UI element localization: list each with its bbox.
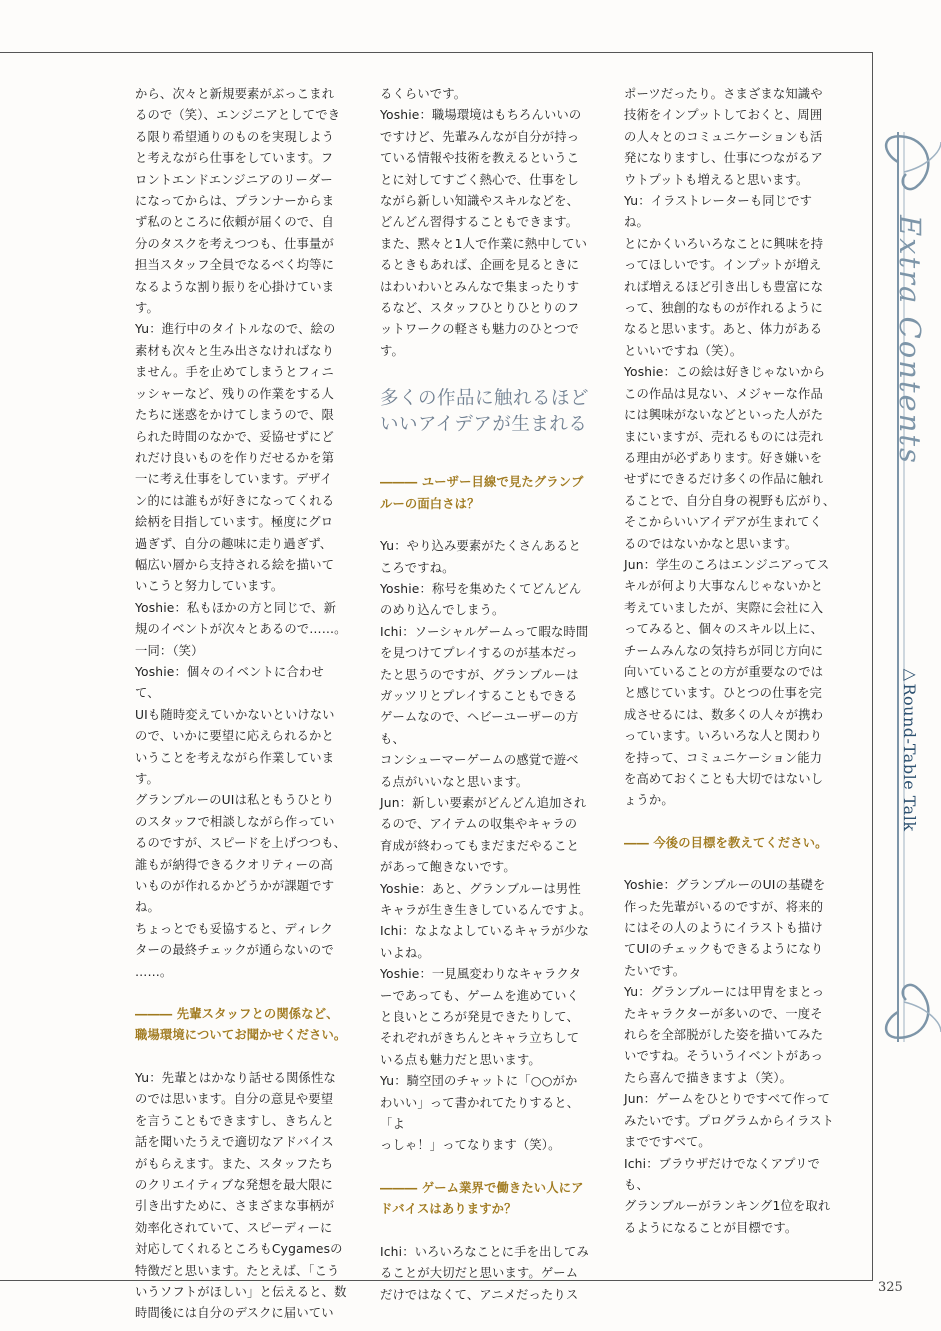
text-line: どんどん習得することもできます。	[380, 215, 579, 230]
text-line: コンシューマーゲームの感覚で遊べ	[380, 753, 579, 768]
text-line: 一に考え仕事をしています。デザイ	[135, 472, 333, 487]
text-line: たら喜んで描きますよ（笑）。	[624, 1070, 793, 1085]
text-line: ッシャーなど、残りの作業をする人	[135, 386, 334, 401]
text-line: といいですね（笑）。	[624, 343, 743, 358]
column-3-paragraph-a	[624, 84, 836, 812]
text-line: のめり込んでしまう。	[380, 603, 505, 618]
page-frame-right	[872, 52, 873, 1280]
text-line: Yoshie：グランブルーのUIの基礎を	[624, 878, 826, 893]
text-line: チームみんなの気持ちが同じ方向に	[624, 643, 824, 658]
column-2-paragraph-b	[380, 536, 592, 1157]
question-heading-advice: ――― ゲーム業界で働きたい人にアドバイスはありますか？	[380, 1180, 584, 1217]
text-line: いこうと努力しています。	[135, 579, 284, 594]
text-line: 向いていることの方が重要なのでは	[624, 664, 824, 679]
text-line: 規のイベントが次々とあるので……。	[135, 622, 347, 637]
text-line: のスタッフで相談しながら作ってい	[135, 814, 335, 829]
text-line: の人々とのコミュニケーションも活	[624, 129, 823, 144]
text-line: だけではなくて、アニメだったりス	[380, 1287, 579, 1302]
text-line: と考えながら仕事をしています。フ	[135, 151, 334, 166]
text-line: るのですが、スピードを上げつつも、	[135, 836, 347, 851]
column-3-paragraph-b	[624, 875, 836, 1239]
text-line: たと思うのですが、グランブルーは	[380, 667, 579, 682]
text-line: みたいです。プログラムからイラスト	[624, 1113, 835, 1128]
question-heading-senior-staff: ――― 先輩スタッフとの関係など、職場環境についてお聞かせください。	[135, 1007, 347, 1043]
text-line: 効率化されていて、スピーディーに	[135, 1220, 333, 1235]
text-line: を持って、コミュニケーション能力	[624, 750, 823, 765]
text-line: ウトプットも増えると思います。	[624, 172, 809, 187]
text-line: ゲームなので、ヘビーユーザーの方も、	[380, 710, 579, 746]
text-line: とに対してすごく熱心で、仕事をし	[380, 172, 579, 187]
text-line: Yoshie：あと、グランブルーは男性	[380, 881, 581, 896]
text-line: 育成が終わってもまだまだやること	[380, 838, 580, 853]
text-line: たちに迷惑をかけてしまうので、限	[135, 408, 334, 423]
text-line: Yoshie：称号を集めたくてどんどん	[380, 581, 582, 596]
text-line: って、独創的なものが作れるように	[624, 301, 823, 316]
text-line: る限り希望通りのものを実現しよう	[135, 129, 335, 144]
text-line: 考えていましたが、実際に会社に入	[624, 600, 824, 615]
text-line: わいい」って書かれてたりすると、「よ	[380, 1095, 580, 1132]
text-line: Yu：やり込み要素がたくさんあると	[380, 539, 581, 554]
text-line: るので（笑）、エンジニアとしてでき	[135, 108, 341, 123]
text-line: 特徴だと思います。たとえば、「こう	[135, 1263, 340, 1278]
text-column-2	[380, 84, 592, 1306]
text-line: 絵柄を目指しています。極度にグロ	[135, 515, 334, 530]
text-line: Yu：騎空団のチャットに「○○がか	[380, 1074, 578, 1089]
text-line: いですね。そういうイベントがあっ	[624, 1049, 824, 1064]
text-line: なるような割り振りを心掛けています。	[135, 279, 335, 316]
text-line: はわいわいとみんなで集まったりす	[380, 279, 580, 294]
text-line: Yoshie：個々のイベントに合わせて、	[135, 664, 324, 701]
column-1-paragraph-b	[135, 1068, 347, 1325]
text-line: ている情報や技術を教えるというこ	[380, 151, 580, 166]
text-line: Yu：進行中のタイトルなので、絵の	[135, 322, 336, 337]
text-line: グランブルーがランキング1位を取れ	[624, 1199, 831, 1214]
text-line: 一同：（笑）	[135, 643, 204, 658]
text-line: から、次々と新規要素がぶっこまれ	[135, 87, 335, 101]
text-line: っています。いろいろな人と関わり	[624, 729, 823, 744]
text-line: られた時間のなかで、妥協せずにど	[135, 429, 334, 444]
section-headline: 多くの作品に触れるほどいいアイデアが生まれる	[380, 388, 590, 436]
text-line: 対応してくれるところもCygamesの	[135, 1242, 343, 1257]
text-line: Yu：グランブルーには甲冑をまとっ	[624, 985, 825, 1000]
text-line: まにいますが、売れるものには売れ	[624, 429, 824, 444]
text-line: るなど、スタッフひとりひとりのフ	[380, 301, 580, 316]
text-line: Ichi：ソーシャルゲームって暇な時間	[380, 624, 589, 639]
text-line: 発になりますし、仕事につながるア	[624, 151, 823, 166]
text-line: っしゃ！」ってなります（笑）。	[380, 1138, 561, 1153]
text-line: Yu：イラストレーターも同じですね。	[624, 194, 813, 230]
text-line: 技術をインプットしておくと、周囲	[624, 108, 823, 123]
text-line: ポーツだったり。さまざまな知識や	[624, 87, 823, 101]
page-frame-top	[0, 52, 873, 53]
text-line: ょうか。	[624, 793, 674, 808]
text-line: Jun：学生のころはエンジニアってス	[624, 557, 830, 572]
text-line: ターの最終チェックが通らないので	[135, 943, 334, 958]
text-line: のでは思います。自分の意見や要望	[135, 1092, 334, 1107]
text-line: れば増えるほど引き出しも豊富にな	[624, 279, 824, 294]
question-heading-future-goals: ―― 今後の目標を教えてください。	[624, 835, 828, 850]
text-line: になってからは、プランナーからま	[135, 194, 335, 209]
text-line: てUIのチェックもできるようになり	[624, 942, 824, 957]
text-column-3	[624, 84, 836, 1239]
text-line: を高めておくことも大切ではないし	[624, 772, 824, 786]
text-line: があって飽きないです。	[380, 860, 516, 875]
text-line: には興味がないなどといった人がた	[624, 408, 824, 423]
text-line: 話を聞いたうえで適切なアドバイス	[135, 1135, 334, 1150]
text-line: とにかくいろいろなことに興味を持	[624, 236, 824, 251]
text-line: Yoshie：一見風変わりなキャラクタ	[380, 967, 582, 982]
text-line: キャラが生き生きしているんですよ。	[380, 903, 592, 917]
text-line: ちょっとでも妥協すると、ディレク	[135, 921, 333, 936]
text-line: る理由が必ずあります。好き嫌いを	[624, 450, 823, 465]
text-line: 素材も次々と生み出さなければなり	[135, 343, 335, 358]
text-line: れだけ良いものを作りだせるかを第	[135, 450, 335, 465]
text-line: いうことを考えながら作業しています。	[135, 750, 335, 786]
text-line: なると思います。あと、体力がある	[624, 322, 823, 337]
text-line: いうソフトがほしい」と伝えると、数	[135, 1284, 347, 1299]
column-1-paragraph-a	[135, 84, 347, 983]
column-2-paragraph-c	[380, 1242, 592, 1306]
column-2-paragraph-a	[380, 84, 592, 362]
text-line: Ichi：いろいろなことに手を出してみ	[380, 1244, 589, 1259]
text-line: キルが何より大事なんじゃないかと	[624, 579, 824, 594]
text-line: れらを全部脱がした姿を描いてみた	[624, 1028, 824, 1043]
text-line: Ichi：ブラウザだけでなくアプリでも、	[624, 1156, 820, 1192]
text-line: のクリエイティブな発想を最大限に	[135, 1177, 333, 1192]
text-line: それぞれがきちんとキャラ立ちして	[380, 1031, 580, 1046]
text-line: るくらいです。	[380, 87, 467, 101]
text-line: 過ぎず、自分の趣味に走り過ぎず、	[135, 536, 333, 551]
text-line: UIも随時変えていかないといけない	[135, 707, 335, 722]
text-line: 誰もが納得できるクオリティーの高	[135, 857, 333, 872]
text-line: ころですね。	[380, 560, 455, 575]
text-line: ず私のところに依頼が届くので、自	[135, 215, 334, 230]
text-line: までですべて。	[624, 1135, 711, 1150]
question-heading-user-view: ――― ユーザー目線で見たグランブルーの面白さは？	[380, 475, 584, 511]
text-line: ですけど、先輩みんなが自分が持っ	[380, 129, 580, 144]
text-line: 成させるには、数多くの人々が携わ	[624, 707, 824, 722]
text-line: 幅広い層から支持される絵を描いて	[135, 557, 335, 572]
text-line: この作品は見ない、メジャーな作品	[624, 386, 823, 401]
text-line: を言うこともできますし、きちんと	[135, 1113, 335, 1128]
text-line: るのではないかなと思います。	[624, 536, 798, 551]
text-line: ながら新しい知識やスキルなどを、	[380, 194, 580, 209]
text-line: ットワークの軽さも魅力のひとつです。	[380, 322, 579, 358]
text-line: ン的には誰もが好きになってくれる	[135, 493, 335, 508]
text-column-1	[135, 84, 347, 1325]
text-line: る点がいいなと思います。	[380, 774, 529, 789]
text-line: ……。	[135, 964, 173, 979]
text-line: 作った先輩がいるのですが、将来的	[624, 899, 824, 914]
text-line: るときもあれば、企画を見るときに	[380, 258, 580, 273]
text-line: ーであっても、ゲームを進めていく	[380, 988, 580, 1003]
text-line: ません。手を止めてしまうとフィニ	[135, 365, 334, 380]
text-line: 時間後には自分のデスクに届いてい	[135, 1306, 334, 1321]
text-line: Yu：先輩とはかなり話せる関係性な	[135, 1070, 336, 1085]
text-line: 引き出すために、さまざまな事柄が	[135, 1199, 335, 1214]
text-line: Ichi：なよなよしているキャラが少な	[380, 924, 589, 939]
text-line: また、黙々と1人で作業に熱中してい	[380, 236, 588, 251]
text-line: ガッツリとプレイすることもできる	[380, 688, 578, 703]
text-line: Yoshie：私もほかの方と同じで、新	[135, 600, 337, 615]
text-line: Jun：ゲームをひとりですべて作って	[624, 1092, 831, 1107]
text-line: そこからいいアイデアが生まれてく	[624, 515, 823, 530]
text-line: と感じています。ひとつの仕事を完	[624, 686, 822, 701]
text-line: ることで、自分自身の視野も広がり、	[624, 493, 836, 508]
text-line: せずにできるだけ多くの作品に触れ	[624, 472, 824, 487]
text-line: ることが大切だと思います。ゲーム	[380, 1266, 579, 1281]
text-line: たキャラクターが多いので、一度そ	[624, 1006, 823, 1021]
page-number: 325	[878, 1280, 903, 1295]
text-line: Yoshie：この絵は好きじゃないから	[624, 365, 826, 380]
text-line: を見つけてプレイするのが基本だっ	[380, 646, 578, 661]
text-line: にはその人のようにイラストも描け	[624, 921, 823, 936]
text-line: Yoshie：職場環境はもちろんいいの	[380, 108, 582, 123]
text-line: ってみると、個々のスキル以上に、	[624, 622, 824, 637]
text-line: Jun：新しい要素がどんどん追加され	[380, 795, 587, 810]
text-line: たいです。	[624, 963, 686, 978]
text-line: るようになることが目標です。	[624, 1220, 798, 1235]
text-line: ロントエンドエンジニアのリーダー	[135, 172, 333, 187]
side-title: Extra Contents	[893, 215, 927, 465]
section-label: ▷Round-Table Talk	[900, 664, 919, 832]
text-line: ので、いかに要望に応えられるかと	[135, 729, 334, 744]
text-line: いる点も魅力だと思います。	[380, 1052, 541, 1067]
text-line: いよね。	[380, 945, 430, 960]
text-line: と良いところが発見できたりして、	[380, 1010, 579, 1025]
text-line: 分のタスクを考えつつも、仕事量が	[135, 236, 334, 251]
text-line: いものが作れるかどうかが課題ですね。	[135, 879, 335, 915]
text-line: 担当スタッフ全員でなるべく均等に	[135, 258, 335, 273]
text-line: がもらえます。また、スタッフたち	[135, 1156, 334, 1171]
text-line: ってほしいです。インプットが増え	[624, 258, 822, 273]
text-line: るので、アイテムの収集やキャラの	[380, 817, 578, 832]
text-line: グランブルーのUIは私ともうひとり	[135, 793, 335, 808]
